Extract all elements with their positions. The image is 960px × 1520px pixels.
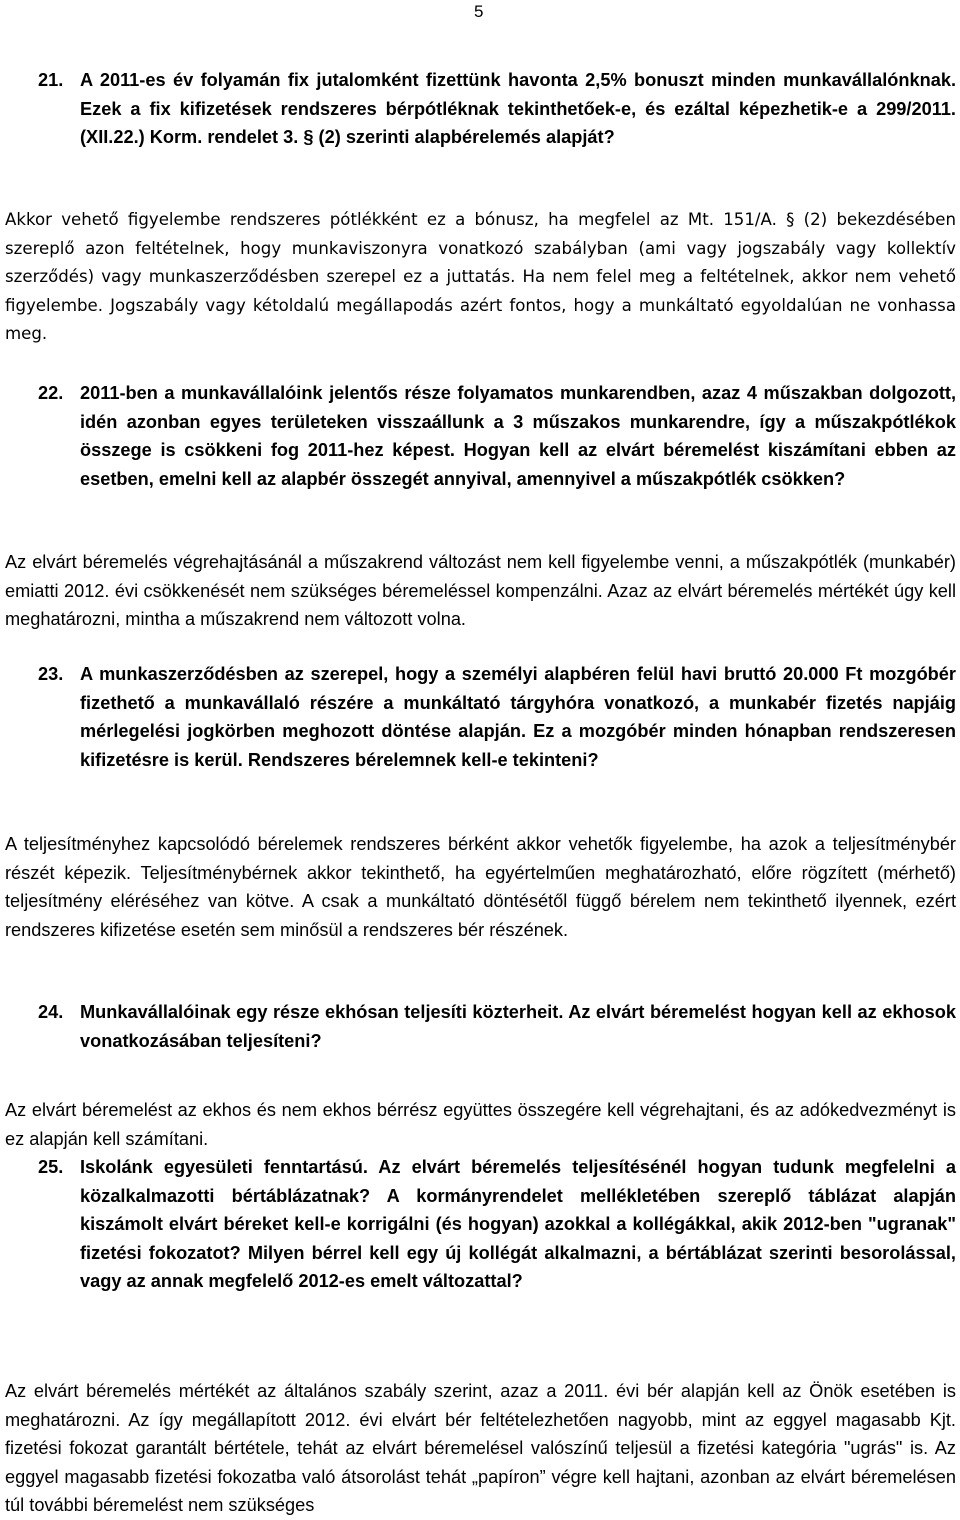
question-text: A 2011-es év folyamán fix jutalomként fizettünk havonta 2,5% bonuszt minden munkavállalónknak. Ezek a fix kifizetések rendszeres bérpótléknak tekinthetőek-e, és ezáltal képezhetik-e a 299/2011.(XII.22.) Korm. rendelet 3. § (2) szerinti alapbérelemés alapját? (80, 70, 956, 148)
question-number: 24. (38, 1002, 64, 1022)
question-text: A munkaszerződésben az szerepel, hogy a személyi alapbéren felül havi bruttó 20.000 Ft mozgóbér fizethető a munkavállaló részére a munkáltató tárgyhóra vonatkozó, a munkabér fizetés napjáig mérlegelési jogkörben meghozott döntése alapján. Ez a mozgóbér minden hónapban rendszeresen kifizetésre is kerül. Rendszeres bérelemnek kell-e tekinteni? (80, 664, 956, 770)
question-number: 25. (38, 1157, 64, 1177)
question-text: Iskolánk egyesületi fenntartású. Az elvárt béremelés teljesítésénél hogyan tudunk megfelelni a közalkalmazotti bértáblázatnak? A kormányrendelet mellékletében szereplő táblázat alapján kiszámolt elvárt béreket kell-e korrigálni (és hogyan) azokkal a kollégákkal, akik 2012-ben "ugranak" fizetési fokozatot? Milyen bérrel kell egy új kollégát alkalmazni, a bértáblázat szerinti besorolással, vagy az annak megfelelő 2012-es emelt változattal? (80, 1157, 956, 1292)
answer-25: Az elvárt béremelés mértékét az általános szabály szerint, azaz a 2011. évi bér alapján kell az Önök esetében is meghatározni. Az így megállapított 2012. évi elvárt bér feltételezhetően nagyobb, mint az eggyel magasabb Kjt. fizetési fokozat garantált bértétele, tehát az elvárt béremelésel valószínű teljesül a fizetési kategória "ugrás" is. Az eggyel magasabb fizetési fokozatba való átsorolást tehát „papíron” végre kell hajtani, azonban az elvárt béremelésen túl további béremelést nem szükséges (5, 1381, 956, 1516)
answer-22: Az elvárt béremelés végrehajtásánál a műszakrend változást nem kell figyelembe venni, a műszakpótlék (munkabér) emiatti 2012. évi csökkenését nem szükséges béremeléssel kompenzálni. Azaz az elvárt béremelés mértékét úgy kell meghatározni, mintha a műszakrend nem változott volna. (5, 552, 956, 630)
question-text: Munkavállalóinak egy része ekhósan teljesíti közterheit. Az elvárt béremelést hogyan kell az ekhosok vonatkozásában teljesíteni? (80, 1002, 956, 1051)
page-number: 5 (474, 2, 484, 21)
question-25 (38, 1153, 956, 1296)
question-22 (38, 379, 956, 493)
question-23 (38, 660, 956, 774)
answer-21: Akkor vehető figyelembe rendszeres pótlékként ez a bónusz, ha megfelel az Mt. 151/A. § (2) bekezdésében szereplő azon feltételnek, hogy munkaviszonyra vonatkozó szabályban (ami vagy jogszabály vagy kollektív szerződés) vagy munkaszerződésben szerepel ez a juttatás. Ha nem felel meg a feltételnek, akkor nem vehető figyelembe. Jogszabály vagy kétoldalú megállapodás azért fontos, hogy a munkáltató egyoldalúan ne vonhassa meg. (5, 210, 956, 344)
answer-23: A teljesítményhez kapcsolódó bérelemek rendszeres bérként akkor vehetők figyelembe, ha azok a teljesítménybér részét képezik. Teljesítménybérnek akkor tekinthető, ha egyértelműen meghatározható, előre rögzített (mérhető) teljesítmény eléréséhez van kötve. A csak a munkáltató döntésétől függő bérelem nem tekinthető ilyennek, ezért rendszeres kifizetése esetén sem minősül a rendszeres bér részének. (5, 834, 956, 940)
question-text: 2011-ben a munkavállalóink jelentős része folyamatos munkarendben, azaz 4 műszakban dolgozott, idén azonban egyes területeken visszaállunk a 3 műszakos munkarendre, így a műszakpótlékok összege is csökkeni fog 2011-hez képest. Hogyan kell az elvárt béremelést kiszámítani ebben az esetben, emelni kell az alapbér összegét annyival, amennyivel a műszakpótlék csökken? (80, 383, 956, 489)
question-number: 23. (38, 664, 64, 684)
question-24 (38, 998, 956, 1055)
answer-24: Az elvárt béremelést az ekhos és nem ekhos bérrész együttes összegére kell végrehajtani, és az adókedvezményt is ez alapján kell számítani. (5, 1100, 956, 1149)
question-number: 22. (38, 383, 64, 403)
question-21 (38, 66, 956, 152)
question-number: 21. (38, 70, 64, 90)
